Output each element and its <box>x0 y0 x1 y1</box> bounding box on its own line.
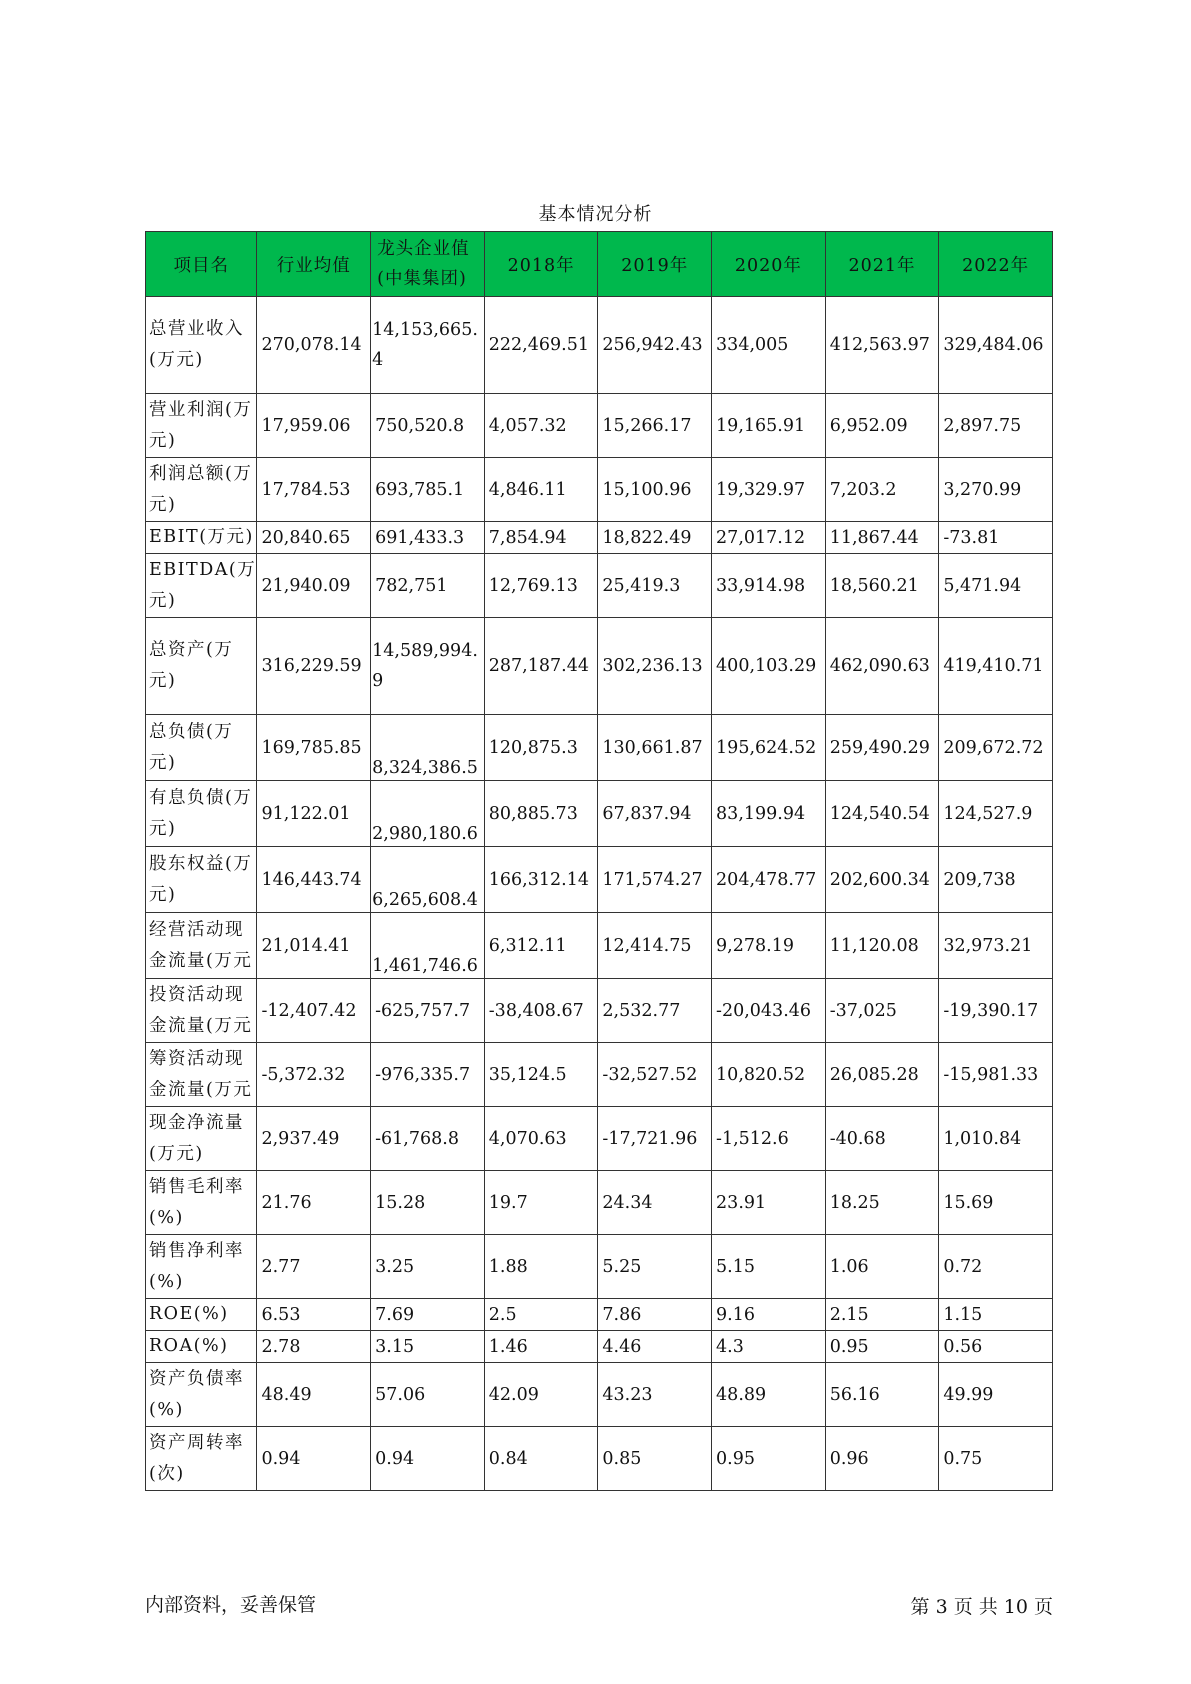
header-cell: 2020年 <box>712 232 826 297</box>
table-cell: 10,820.52 <box>712 1043 826 1107</box>
table-cell: 18,822.49 <box>598 522 712 554</box>
table-cell: 124,540.54 <box>825 781 939 847</box>
table-cell: 209,672.72 <box>939 715 1053 781</box>
table-cell: 20,840.65 <box>257 522 371 554</box>
table-cell: 0.72 <box>939 1235 1053 1299</box>
table-cell: 27,017.12 <box>712 522 826 554</box>
table-row <box>146 522 1053 554</box>
table-row <box>146 1363 1053 1427</box>
table-cell: 0.94 <box>257 1427 371 1491</box>
table-cell: 4,070.63 <box>484 1107 598 1171</box>
table-cell: 14,153,665.4 <box>371 297 485 394</box>
table-cell: 209,738 <box>939 847 1053 913</box>
table-cell: 8,324,386.5 <box>371 715 485 781</box>
table-cell: 3.25 <box>371 1235 485 1299</box>
table-row <box>146 1427 1053 1491</box>
table-row <box>146 1043 1053 1107</box>
table-cell: 6,952.09 <box>825 394 939 458</box>
table-cell: 42.09 <box>484 1363 598 1427</box>
table-cell: 0.95 <box>825 1331 939 1363</box>
row-label: 资产周转率(次) <box>146 1427 257 1491</box>
table-cell: 6.53 <box>257 1299 371 1331</box>
table-cell: 4,057.32 <box>484 394 598 458</box>
table-cell: 33,914.98 <box>712 554 826 618</box>
table-cell: 24.34 <box>598 1171 712 1235</box>
table-cell: 0.94 <box>371 1427 485 1491</box>
table-row <box>146 554 1053 618</box>
table-cell: 15.69 <box>939 1171 1053 1235</box>
table-cell: 146,443.74 <box>257 847 371 913</box>
row-label: 筹资活动现金流量(万元 <box>146 1043 257 1107</box>
table-cell: 204,478.77 <box>712 847 826 913</box>
table-cell: 17,959.06 <box>257 394 371 458</box>
table-cell: 6,265,608.4 <box>371 847 485 913</box>
table-cell: 2,897.75 <box>939 394 1053 458</box>
table-cell: 0.56 <box>939 1331 1053 1363</box>
table-cell: 18.25 <box>825 1171 939 1235</box>
table-row <box>146 1107 1053 1171</box>
table-cell: -73.81 <box>939 522 1053 554</box>
table-cell: 6,312.11 <box>484 913 598 979</box>
row-label: 有息负债(万元) <box>146 781 257 847</box>
table-cell: 91,122.01 <box>257 781 371 847</box>
table-cell: 259,490.29 <box>825 715 939 781</box>
table-cell: 15,266.17 <box>598 394 712 458</box>
table-cell: 302,236.13 <box>598 618 712 715</box>
table-cell: 256,942.43 <box>598 297 712 394</box>
table-cell: -40.68 <box>825 1107 939 1171</box>
header-cell: 2021年 <box>825 232 939 297</box>
table-cell: 120,875.3 <box>484 715 598 781</box>
table-cell: 462,090.63 <box>825 618 939 715</box>
row-label: 现金净流量(万元) <box>146 1107 257 1171</box>
table-row <box>146 913 1053 979</box>
table-cell: 2.5 <box>484 1299 598 1331</box>
table-cell: 48.89 <box>712 1363 826 1427</box>
table-cell: 1.88 <box>484 1235 598 1299</box>
table-cell: 1,010.84 <box>939 1107 1053 1171</box>
table-cell: 1.15 <box>939 1299 1053 1331</box>
table-cell: 750,520.8 <box>371 394 485 458</box>
table-cell: 171,574.27 <box>598 847 712 913</box>
row-label: 投资活动现金流量(万元 <box>146 979 257 1043</box>
table-cell: 11,867.44 <box>825 522 939 554</box>
table-cell: 5,471.94 <box>939 554 1053 618</box>
table-cell: 21,940.09 <box>257 554 371 618</box>
table-row <box>146 1171 1053 1235</box>
row-label: 利润总额(万元) <box>146 458 257 522</box>
table-caption: 基本情况分析 <box>538 204 653 225</box>
table-cell: 48.49 <box>257 1363 371 1427</box>
row-label: 销售毛利率(%) <box>146 1171 257 1235</box>
row-label: 总负债(万元) <box>146 715 257 781</box>
row-label: 销售净利率(%) <box>146 1235 257 1299</box>
table-row <box>146 715 1053 781</box>
table-cell: 169,785.85 <box>257 715 371 781</box>
table-cell: 43.23 <box>598 1363 712 1427</box>
row-label: ROE(%) <box>146 1299 257 1331</box>
header-cell <box>371 232 485 297</box>
table-cell: -20,043.46 <box>712 979 826 1043</box>
table-cell: 0.95 <box>712 1427 826 1491</box>
table-cell: 14,589,994.9 <box>371 618 485 715</box>
row-label: 总营业收入(万元) <box>146 297 257 394</box>
table-cell: 12,769.13 <box>484 554 598 618</box>
table-cell: 693,785.1 <box>371 458 485 522</box>
table-cell: 15,100.96 <box>598 458 712 522</box>
table-cell: 1,461,746.6 <box>371 913 485 979</box>
table-cell: 329,484.06 <box>939 297 1053 394</box>
header-cell: 项目名 <box>146 232 257 297</box>
footer-confidential-note: 内部资料，妥善保管 <box>145 1594 317 1616</box>
table-row <box>146 394 1053 458</box>
table-cell: 9,278.19 <box>712 913 826 979</box>
table-cell: 35,124.5 <box>484 1043 598 1107</box>
table-cell: -37,025 <box>825 979 939 1043</box>
table-cell: -17,721.96 <box>598 1107 712 1171</box>
table-cell: 7,203.2 <box>825 458 939 522</box>
table-cell: 691,433.3 <box>371 522 485 554</box>
table-cell: 15.28 <box>371 1171 485 1235</box>
table-cell: 782,751 <box>371 554 485 618</box>
table-cell: 202,600.34 <box>825 847 939 913</box>
table-cell: -61,768.8 <box>371 1107 485 1171</box>
table-cell: 23.91 <box>712 1171 826 1235</box>
header-cell: 行业均值 <box>257 232 371 297</box>
table-row <box>146 781 1053 847</box>
table-cell: 3,270.99 <box>939 458 1053 522</box>
table-cell: 32,973.21 <box>939 913 1053 979</box>
table-cell: 4,846.11 <box>484 458 598 522</box>
table-row <box>146 618 1053 715</box>
table-cell: 1.46 <box>484 1331 598 1363</box>
table-cell: 21,014.41 <box>257 913 371 979</box>
row-label: EBITDA(万元) <box>146 554 257 618</box>
footer-page-number: 第 3 页 共 10 页 <box>910 1596 1053 1618</box>
table-cell: 419,410.71 <box>939 618 1053 715</box>
table-row <box>146 847 1053 913</box>
table-cell: 19,165.91 <box>712 394 826 458</box>
header-cell-text: 龙头企业值(中集集团) <box>377 239 470 289</box>
table-cell: -38,408.67 <box>484 979 598 1043</box>
header-cell: 2019年 <box>598 232 712 297</box>
table-cell: 57.06 <box>371 1363 485 1427</box>
table-cell: 124,527.9 <box>939 781 1053 847</box>
table-cell: -15,981.33 <box>939 1043 1053 1107</box>
table-cell: 19,329.97 <box>712 458 826 522</box>
row-label: ROA(%) <box>146 1331 257 1363</box>
table-cell: 130,661.87 <box>598 715 712 781</box>
table-cell: 412,563.97 <box>825 297 939 394</box>
row-label: 经营活动现金流量(万元 <box>146 913 257 979</box>
table-cell: 1.06 <box>825 1235 939 1299</box>
table-cell: 18,560.21 <box>825 554 939 618</box>
row-label: 总资产(万元) <box>146 618 257 715</box>
table-cell: 4.46 <box>598 1331 712 1363</box>
table-cell: 2,980,180.6 <box>371 781 485 847</box>
table-cell: 7.69 <box>371 1299 485 1331</box>
table-cell: 0.85 <box>598 1427 712 1491</box>
table-cell: -976,335.7 <box>371 1043 485 1107</box>
table-cell: 400,103.29 <box>712 618 826 715</box>
row-label: 营业利润(万元) <box>146 394 257 458</box>
table-row <box>146 1299 1053 1331</box>
table-cell: 222,469.51 <box>484 297 598 394</box>
table-cell: 0.75 <box>939 1427 1053 1491</box>
table-cell: 80,885.73 <box>484 781 598 847</box>
table-cell: -32,527.52 <box>598 1043 712 1107</box>
table-cell: 2.78 <box>257 1331 371 1363</box>
table-cell: 49.99 <box>939 1363 1053 1427</box>
table-cell: 83,199.94 <box>712 781 826 847</box>
table-cell: 12,414.75 <box>598 913 712 979</box>
table-cell: 26,085.28 <box>825 1043 939 1107</box>
table-cell: 334,005 <box>712 297 826 394</box>
table-cell: -625,757.7 <box>371 979 485 1043</box>
row-label: 资产负债率(%) <box>146 1363 257 1427</box>
table-row <box>146 1235 1053 1299</box>
table-row <box>146 458 1053 522</box>
table-cell: -12,407.42 <box>257 979 371 1043</box>
table-cell: 7,854.94 <box>484 522 598 554</box>
table-cell: 4.3 <box>712 1331 826 1363</box>
table-cell: 3.15 <box>371 1331 485 1363</box>
table-cell: 11,120.08 <box>825 913 939 979</box>
table-cell: 2.77 <box>257 1235 371 1299</box>
table-cell: 0.84 <box>484 1427 598 1491</box>
table-row <box>146 297 1053 394</box>
analysis-table <box>145 231 1053 1491</box>
table-cell: 21.76 <box>257 1171 371 1235</box>
table-cell: 0.96 <box>825 1427 939 1491</box>
header-cell: 2018年 <box>484 232 598 297</box>
table-cell: -1,512.6 <box>712 1107 826 1171</box>
table-cell: 2,532.77 <box>598 979 712 1043</box>
table-cell: 56.16 <box>825 1363 939 1427</box>
table-cell: 7.86 <box>598 1299 712 1331</box>
table-cell: 5.25 <box>598 1235 712 1299</box>
table-cell: 67,837.94 <box>598 781 712 847</box>
table-cell: 25,419.3 <box>598 554 712 618</box>
table-cell: 316,229.59 <box>257 618 371 715</box>
table-cell: 2.15 <box>825 1299 939 1331</box>
header-cell: 2022年 <box>939 232 1053 297</box>
table-cell: -19,390.17 <box>939 979 1053 1043</box>
table-cell: 2,937.49 <box>257 1107 371 1171</box>
row-label: 股东权益(万元) <box>146 847 257 913</box>
table-cell: 195,624.52 <box>712 715 826 781</box>
table-cell: 287,187.44 <box>484 618 598 715</box>
table-cell: 166,312.14 <box>484 847 598 913</box>
table-cell: 5.15 <box>712 1235 826 1299</box>
table-cell: -5,372.32 <box>257 1043 371 1107</box>
table-body <box>146 297 1053 1491</box>
header-row <box>146 232 1053 297</box>
table-cell: 9.16 <box>712 1299 826 1331</box>
table-cell: 19.7 <box>484 1171 598 1235</box>
row-label: EBIT(万元) <box>146 522 257 554</box>
table-row <box>146 979 1053 1043</box>
table-cell: 17,784.53 <box>257 458 371 522</box>
table-row <box>146 1331 1053 1363</box>
table-cell: 270,078.14 <box>257 297 371 394</box>
